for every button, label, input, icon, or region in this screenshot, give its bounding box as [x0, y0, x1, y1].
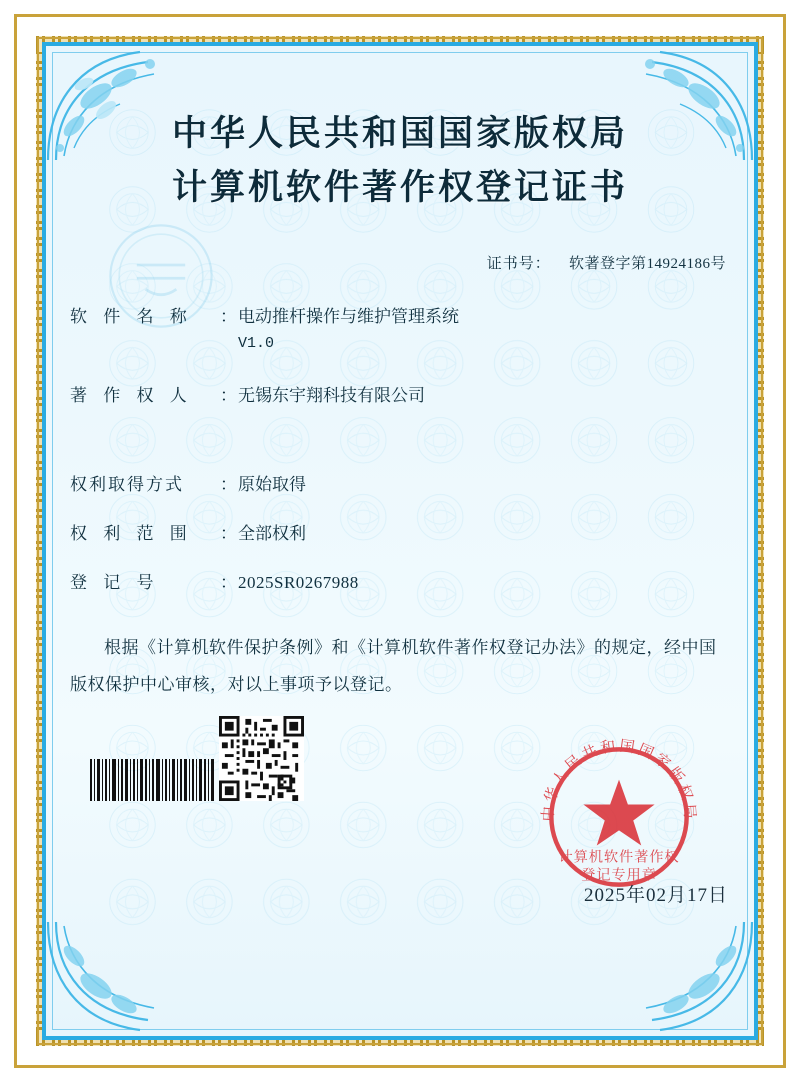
field-value-text: 电动推杆操作与维护管理系统: [238, 306, 459, 326]
issue-date: 2025年02月17日: [583, 885, 728, 906]
field-colon: ：: [220, 524, 237, 544]
field-colon: ：: [220, 474, 237, 494]
barcode: [90, 759, 215, 801]
title-line-2: 计算机软件著作权登记证书: [171, 168, 628, 208]
spacer: [70, 409, 730, 449]
seal-inner-line-1: 计算机软件著作权: [558, 849, 680, 866]
field-label: 登 记 号: [70, 573, 160, 593]
field-rights-scope: [70, 520, 730, 547]
field-value: 原始取得: [238, 474, 306, 494]
field-label: 著 作 权 人: [70, 385, 193, 405]
field-label: 权 利 范 围: [70, 524, 193, 544]
field-copyright-owner: [70, 382, 730, 409]
field-value-version: V1.0: [238, 334, 275, 352]
field-colon: ：: [220, 385, 237, 405]
title-block: [70, 107, 730, 216]
field-label: 权利取得方式: [70, 474, 184, 494]
field-colon: ：: [220, 306, 237, 326]
field-registration-number: [70, 569, 730, 596]
field-colon: ：: [220, 573, 237, 593]
certificate-number-value: 软著登字第14924186号: [568, 255, 726, 272]
field-value: 无锡东宇翔科技有限公司: [238, 385, 425, 405]
seal-inner-line-2: 登记专用章: [581, 867, 657, 884]
certificate-number: [70, 252, 730, 273]
field-acquisition-method: [70, 471, 730, 498]
field-label: 软 件 名 称: [70, 306, 193, 326]
title-line-1: 中华人民共和国国家版权局: [171, 114, 628, 153]
qr-code: [219, 716, 304, 801]
field-value: 2025SR0267988: [238, 573, 359, 593]
field-value: 全部权利: [238, 524, 306, 544]
statement-paragraph: 根据《计算机软件保护条例》和《计算机软件著作权登记办法》的规定，经中国版权保护中心审核，对以上事项予以登记。: [70, 638, 717, 694]
seal-ring-text: 中华人民共和国国家版权局: [540, 738, 698, 822]
certificate-number-label: 证书号：: [486, 255, 551, 272]
field-value: [238, 303, 730, 356]
code-block: [90, 700, 304, 806]
field-software-name: [70, 303, 730, 356]
